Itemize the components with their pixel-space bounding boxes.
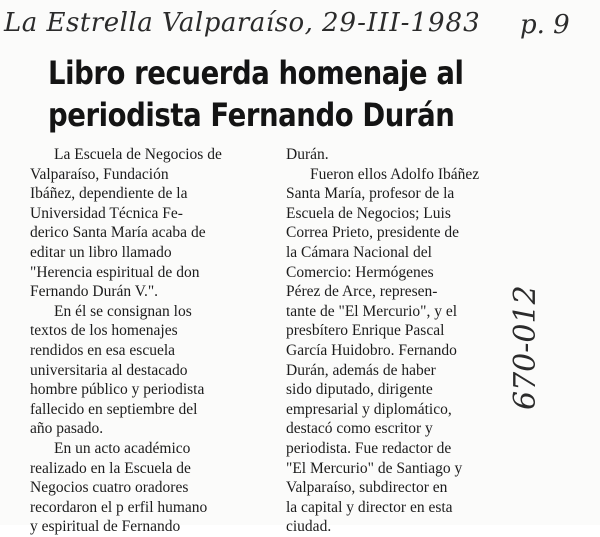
text-line: año pasado. [30, 420, 104, 438]
text-line: Correa Prieto, presidente de [286, 224, 460, 242]
text-line: Negocios cuatro oradores [30, 479, 189, 497]
article-headline [48, 52, 495, 136]
text-line: textos de los homenajes [30, 322, 178, 340]
text-line: tante de "El Mercurio", y el [286, 302, 458, 320]
text-line: empresarial y diplomático, [286, 400, 452, 418]
text-line: Valparaíso, subdirector en [286, 479, 448, 497]
text-line: sido diputado, dirigente [286, 381, 433, 399]
text-line: "El Mercurio" de Santiago y [286, 459, 463, 477]
text-line: y espiritual de Fernando [30, 518, 181, 536]
handwritten-date-note: 29-III-1983 [322, 8, 481, 38]
headline-line-2: periodista Fernando Durán [48, 96, 455, 134]
text-line: la capital y director en esta [286, 498, 453, 516]
handwritten-source-note: La Estrella Valparaíso, [4, 8, 314, 38]
text-line: La Escuela de Negocios de [54, 146, 222, 163]
text-line: García Huidobro. Fernando [286, 341, 457, 359]
text-line: Ibáñez, dependiente de la [30, 185, 188, 203]
text-line: Comercio: Hermógenes [286, 263, 434, 281]
text-line: Fueron ellos Adolfo Ibáñez [310, 165, 480, 183]
text-line: realizado en la Escuela de [30, 459, 191, 477]
text-line: Durán. [286, 146, 329, 163]
headline-line-1: Libro recuerda homenaje al [48, 54, 464, 92]
handwritten-archive-code: 670-012 [508, 285, 543, 410]
text-line: Pérez de Arce, represen- [286, 283, 438, 301]
text-line: periodista. Fue redactor de [286, 439, 452, 457]
text-line: En él se consignan los [54, 302, 192, 320]
text-line: Santa María, profesor de la [286, 185, 455, 203]
text-line: derico Santa María acaba de [30, 224, 206, 242]
article-column-right [286, 145, 526, 537]
text-line: ciudad. [286, 518, 332, 536]
text-line: fallecido en septiembre del [30, 400, 198, 418]
text-line: presbítero Enrique Pascal [286, 322, 445, 340]
text-line: hombre público y periodista [30, 381, 205, 399]
text-line: "Herencia espiritual de don [30, 263, 200, 281]
text-line: En un acto académico [54, 439, 191, 457]
article-column-left [30, 145, 270, 537]
text-line: rendidos en esa escuela [30, 341, 176, 359]
text-line: destacó como escritor y [286, 420, 433, 438]
handwritten-page-note: p. 9 [520, 10, 570, 40]
text-line: editar un libro llamado [30, 243, 172, 261]
text-line: universitaria al destacado [30, 361, 188, 379]
text-line: Valparaíso, Fundación [30, 165, 169, 183]
text-line: Fernando Durán V.". [30, 283, 159, 301]
text-line: Durán, además de haber [286, 361, 436, 379]
text-line: Universidad Técnica Fe- [30, 204, 183, 222]
text-line: la Cámara Nacional del [286, 243, 432, 261]
text-line: Escuela de Negocios; Luis [286, 204, 451, 222]
text-line: recordaron el p erfil humano [30, 498, 208, 516]
